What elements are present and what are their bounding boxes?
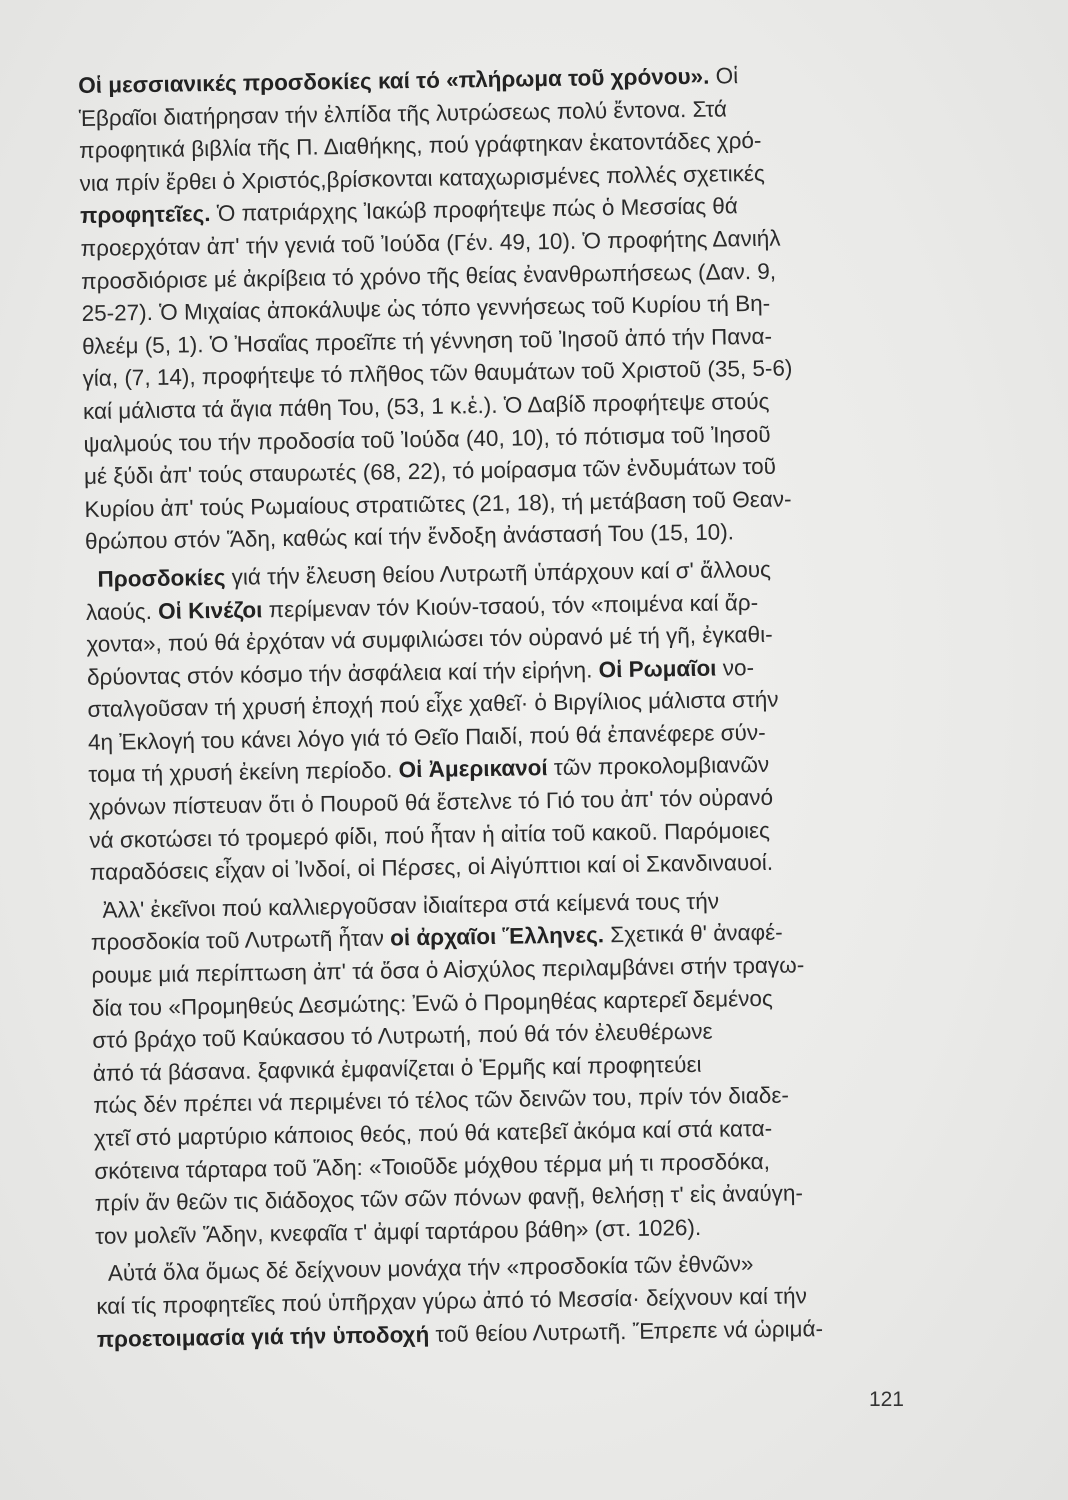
text-run: περίμεναν τόν Κιούν-τσαού, τόν «ποιμένα καί ἄρ- (262, 589, 759, 622)
text-run: δρύοντας στόν κόσμο τήν ἀσφάλεια καί τήν εἰρήνη. (86, 657, 599, 690)
text-run: προερχόταν ἀπ' τήν γενιά τοῦ Ἰούδα (Γέν. 49, 10). Ὁ προφήτης Δανιήλ (80, 225, 781, 261)
text-run: λαούς. (85, 598, 159, 625)
text-run: γία, (7, 14), προφήτεψε τό πλῆθος τῶν θαυμάτων τοῦ Χριστοῦ (35, 5-6) (82, 355, 793, 392)
text-run: μέ ξύδι ἀπ' τούς σταυρωτές (68, 22), τό μοίρασμα τῶν ἐνδυμάτων τοῦ (83, 453, 777, 490)
bold-phrase: Οἱ Ἀμερικανοί (398, 755, 548, 783)
text-run: τοῦ θείου Λυτρωτῆ. Ἔπρεπε νά ὡριμά- (429, 1315, 824, 1347)
text-run: καί τίς προφητεῖες πού ὑπῆρχαν γύρω ἀπό τό Μεσσία· δείχνουν καί τήν (96, 1283, 808, 1319)
text-run: 4η Ἐκλογή του κάνει λόγο γιά τό Θεῖο Παιδί, πού θά ἐπανέφερε σύν- (87, 719, 766, 755)
text-run: προφητικά βιβλία τῆς Π. Διαθήκης, πού γράφτηκαν ἑκατοντάδες χρό- (79, 128, 762, 164)
text-run: πρίν ἄν θεῶν τις διάδοχος τῶν σῶν πόνων φανῇ, θελήσῃ τ' εἰς ἀναύγη- (94, 1180, 804, 1217)
bold-phrase: Οἱ Κινέζοι (157, 596, 263, 624)
text-run: δία του «Προμηθεύς Δεσμώτης: Ἐνῶ ὁ Προμηθέας καρτερεῖ δεμένος (91, 985, 773, 1021)
text-run: ρουμε μιά περίπτωση ἀπ' τά ὅσα ὁ Αἰσχύλος περιλαμβάνει στήν τραγω- (91, 952, 805, 988)
text-run: τῶν προκολομβιανῶν (547, 752, 770, 781)
text-run: πώς δέν πρέπει νά περιμένει τό τέλος τῶν δεινῶν του, πρίν τόν διαδε- (93, 1082, 790, 1119)
text-run: Κυρίου ἀπ' τούς Ρωμαίους στρατιῶτες (21, 18), τή μετάβαση τοῦ Θεαν- (84, 486, 792, 522)
bold-phrase: Προσδοκίες (97, 564, 226, 592)
text-run: Ἀλλ' ἐκεῖνοι πού καλλιεργοῦσαν ἰδιαίτερα στά κείμενά τους τήν (102, 888, 720, 923)
text-run: νά σκοτώσει τό τρομερό φίδι, πού ἦταν ἡ αἰτία τοῦ κακοῦ. Παρόμοιες (89, 817, 771, 853)
bold-phrase: Οἱ Ρωμαῖοι (598, 655, 717, 683)
text-run: προσδιόρισε μέ ἀκρίβεια τό χρόνο τῆς θείας ἐνανθρωπήσεως (Δαν. 9, (80, 258, 777, 294)
text-run: προσδοκία τοῦ Λυτρωτῆ ἦταν (90, 925, 391, 956)
text-run: ἀπό τά βάσανα. ξαφνικά ἐμφανίζεται ὁ Ἑρμῆς καί προφητεύει (92, 1051, 702, 1086)
bold-phrase: προφητεῖες. (79, 201, 211, 229)
text-run: σταλγοῦσαν τή χρυσή ἐποχή πού εἶχε χαθεῖ· ὁ Βιργίλιος μάλιστα στήν (87, 686, 779, 723)
text-run: Οἱ (709, 63, 739, 89)
text-run: χτεῖ στό μαρτύριο κάποιος θεός, πού θά κατεβεῖ ἀκόμα καί στά κατα- (93, 1115, 773, 1151)
bold-phrase: Οἱ μεσσιανικές προσδοκίες καί τό «πλήρωμα τοῦ χρόνου». (78, 63, 710, 98)
page-number: 121 (868, 1388, 904, 1411)
text-run: Ὁ πατριάρχης Ἰακώβ προφήτεψε πώς ὁ Μεσσίας θά (210, 193, 739, 227)
text-run: Ἑβραῖοι διατήρησαν τήν ἐλπίδα τῆς λυτρώσεως πολύ ἔντονα. Στά (78, 95, 728, 131)
text-run: χρόνων πίστευαν ὅτι ὁ Πουροῦ θά ἔστελνε τό Γιό του ἀπ' τόν οὐρανό (88, 784, 774, 820)
text-run: καί μάλιστα τά ἅγια πάθη Του, (53, 1 κ.ἑ.). Ὁ Δαβίδ προφήτεψε στούς (82, 388, 770, 424)
text-run: Αὐτά ὅλα ὅμως δέ δείχνουν μονάχα τήν «προσδοκία τῶν ἐθνῶν» (107, 1251, 754, 1287)
text-run: τομα τή χρυσή ἐκείνη περίοδο. (88, 757, 399, 788)
text-run: νια πρίν ἔρθει ὁ Χριστός,βρίσκονται καταχωρισμένες πολλές σχετικές (79, 160, 765, 196)
bold-phrase: προετοιμασία γιά τήν ὑποδοχή (96, 1321, 430, 1352)
text-run: τον μολεῖν Ἅδην, κνεφαῖα τ' ἀμφί ταρτάρου βάθη» (στ. 1026). (95, 1214, 702, 1249)
text-run: παραδόσεις εἶχαν οἱ Ἰνδοί, οἱ Πέρσες, οἱ Αἰγύπτιοι καί οἱ Σκανδιναυοί. (89, 850, 774, 886)
text-run: στό βράχο τοῦ Καύκασου τό Λυτρωτή, πού θά τόν ἐλευθέρωνε (92, 1018, 713, 1054)
text-run: σκότεινα τάρταρα τοῦ Ἅδη: «Τοιοῦδε μόχθου τέρμα μή τι προσδόκα, (94, 1148, 771, 1184)
bold-phrase: οἱ ἀρχαῖοι Ἕλληνες. (389, 922, 605, 951)
text-run: θρώπου στόν Ἅδη, καθώς καί τήν ἔνδοξη ἀνάστασή Του (15, 10). (84, 519, 735, 555)
text-run: νο- (716, 654, 755, 681)
text-run: χοντα», πού θά ἐρχόταν νά συμφιλιώσει τόν οὐρανό μέ τή γῆ, ἐγκαθι- (86, 621, 773, 658)
text-run: γιά τήν ἔλευση θείου Λυτρωτῆ ὑπάρχουν καί σ' ἄλλους (225, 556, 772, 590)
text-run: Σχετικά θ' ἀναφέ- (603, 920, 783, 948)
text-run: 25-27). Ὁ Μιχαίας ἀποκάλυψε ὡς τόπο γεννήσεως τοῦ Κυρίου τή Βη- (81, 290, 771, 327)
text-run: θλεέμ (5, 1). Ὁ Ἠσαΐας προεῖπε τή γέννηση τοῦ Ἰησοῦ ἀπό τήν Πανα- (81, 323, 773, 359)
text-run: ψαλμούς του τήν προδοσία τοῦ Ἰούδα (40, 10), τό πότισμα τοῦ Ἰησοῦ (83, 421, 771, 457)
body-text (78, 58, 919, 1356)
